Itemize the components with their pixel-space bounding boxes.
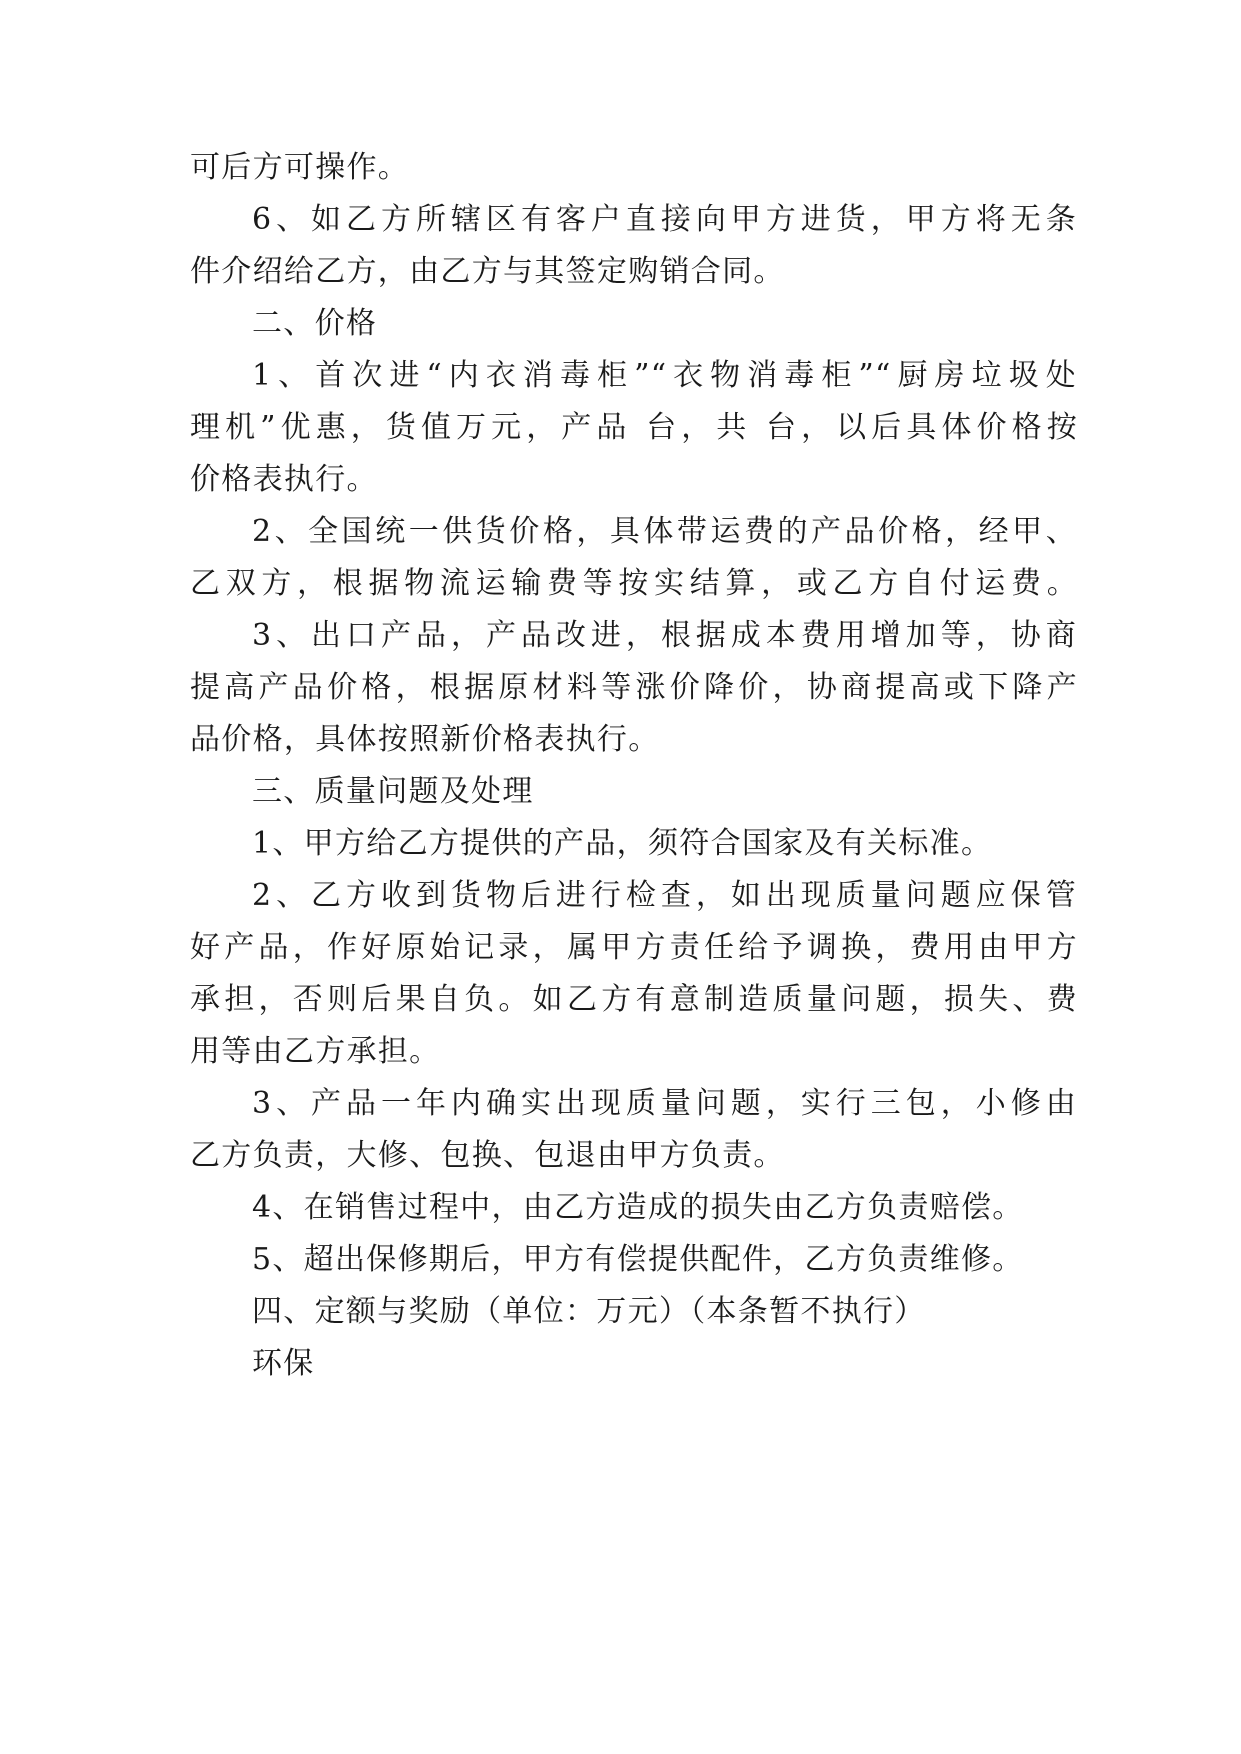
text-line: 可后方可操作。 [190,150,410,185]
text-line: 用等由乙方承担。 [190,1034,441,1069]
text-line: 品价格，具体按照新价格表执行。 [190,722,660,757]
text-line: 3、产品一年内确实出现质量问题，实行三包，小修由 [252,1086,1077,1121]
text-line: 3、出口产品，产品改进，根据成本费用增加等，协商 [252,618,1077,653]
text-line: 2、全国统一供货价格，具体带运费的产品价格，经甲、 [252,514,1077,549]
section-heading: 三、质量问题及处理 [252,774,534,809]
text-line: 提高产品价格，根据原材料等涨价降价，协商提高或下降产 [190,670,1078,705]
text-line: 承担，否则后果自负。如乙方有意制造质量问题，损失、费 [190,982,1078,1017]
text-line: 乙双方，根据物流运输费等按实结算，或乙方自付运费。 [190,566,1078,601]
text-line: 2、乙方收到货物后进行检查，如出现质量问题应保管 [252,878,1077,913]
text-line: 1、首次进“内衣消毒柜”“衣物消毒柜”“厨房垃圾处 [252,358,1077,393]
section-heading: 二、价格 [252,306,378,341]
text-line: 乙方负责，大修、包换、包退由甲方负责。 [190,1138,785,1173]
text-line: 1、甲方给乙方提供的产品，须符合国家及有关标准。 [252,826,993,861]
text-line: 价格表执行。 [190,462,378,497]
text-line: 环保 [252,1346,315,1381]
text-line: 理机”优惠，货值万元，产品 台，共 台，以后具体价格按 [190,410,1078,445]
section-heading: 四、定额与奖励（单位：万元）（本条暂不执行） [252,1294,926,1329]
text-line: 件介绍给乙方，由乙方与其签定购销合同。 [190,254,785,289]
text-line: 5、超出保修期后，甲方有偿提供配件，乙方负责维修。 [252,1242,1024,1277]
text-line: 6、如乙方所辖区有客户直接向甲方进货，甲方将无条 [252,202,1077,237]
text-line: 好产品，作好原始记录，属甲方责任给予调换，费用由甲方 [190,930,1078,965]
text-line: 4、在销售过程中，由乙方造成的损失由乙方负责赔偿。 [252,1190,1024,1225]
